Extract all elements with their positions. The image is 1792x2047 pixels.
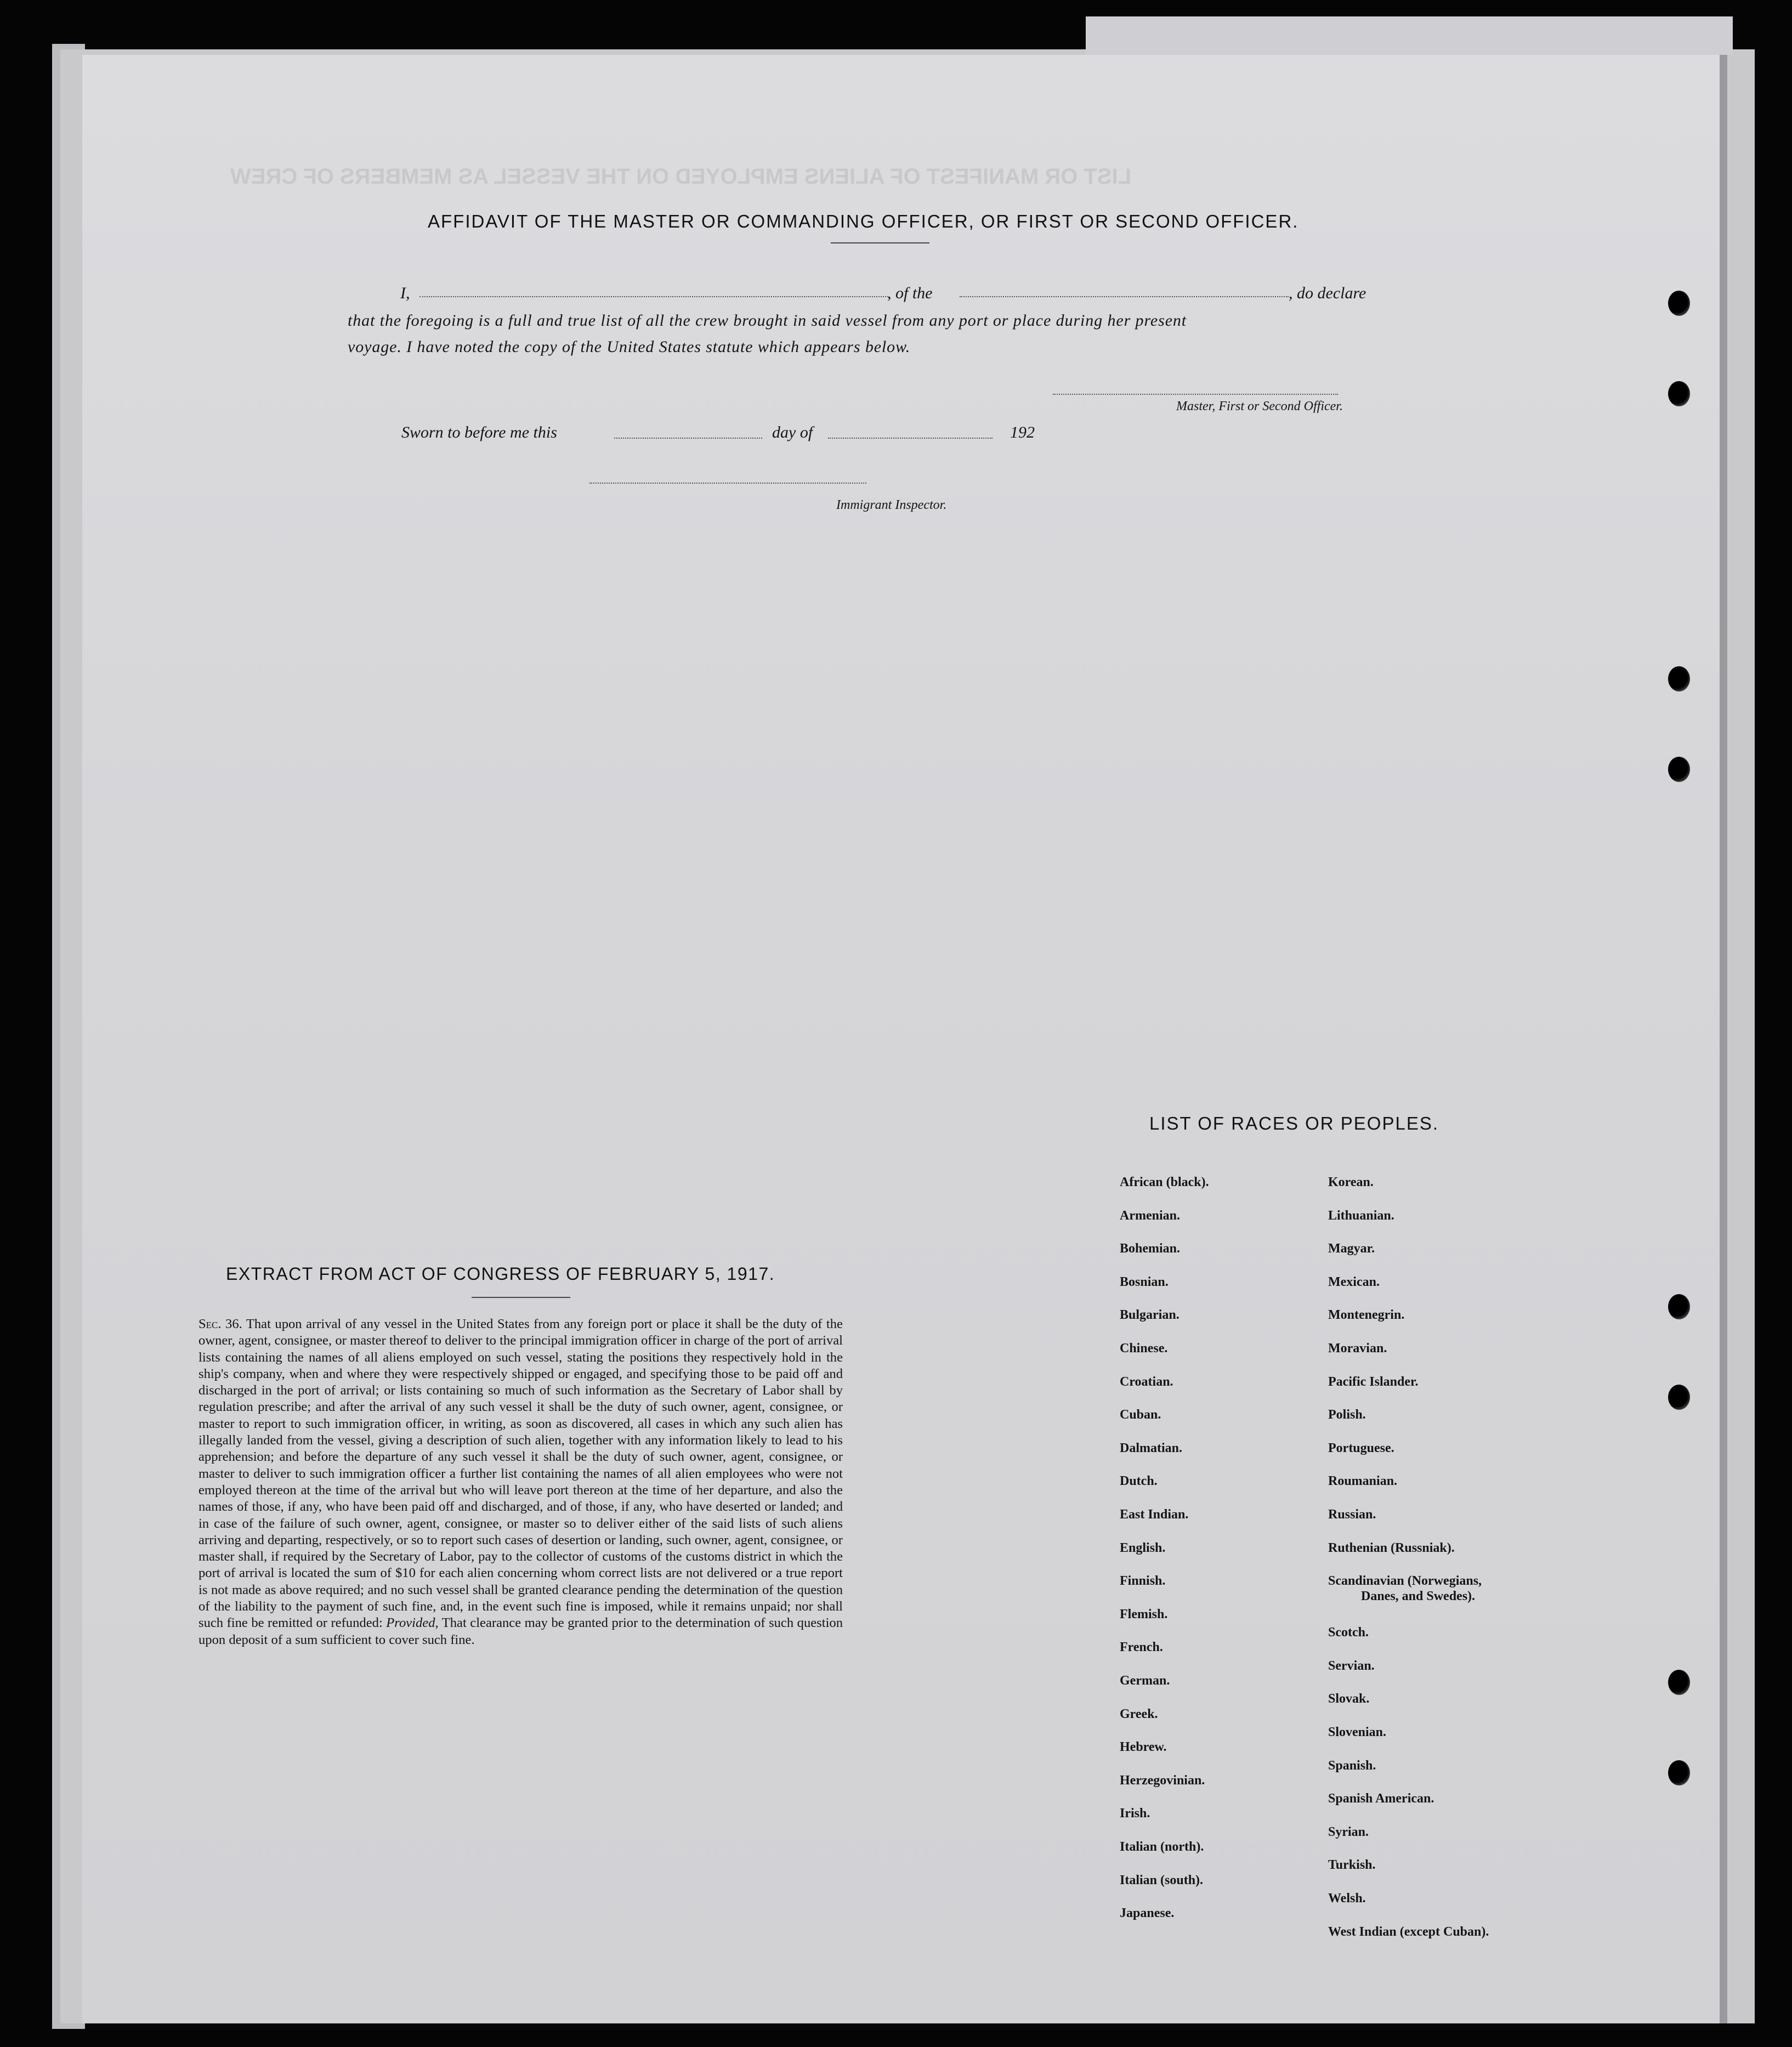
binder-hole <box>1668 381 1690 406</box>
race-item: Pacific Islander. <box>1328 1374 1419 1389</box>
binder-hole <box>1668 757 1690 782</box>
race-item: Cuban. <box>1120 1408 1161 1422</box>
race-item: Greek. <box>1120 1706 1158 1721</box>
race-item: Spanish American. <box>1328 1791 1434 1806</box>
race-item: Danes, and Swedes). <box>1361 1589 1476 1604</box>
extract-provided-label: Provided, <box>386 1615 439 1631</box>
binder-hole <box>1668 1385 1690 1410</box>
race-item: West Indian (except Cuban). <box>1328 1924 1489 1939</box>
master-signature-line <box>1053 394 1338 395</box>
race-item: Italian (north). <box>1120 1840 1204 1854</box>
race-item: German. <box>1120 1674 1170 1688</box>
race-item: Hebrew. <box>1120 1740 1167 1755</box>
race-item: Moravian. <box>1328 1341 1387 1356</box>
race-item: Ruthenian (Russniak). <box>1328 1540 1455 1555</box>
race-item: Bosnian. <box>1120 1274 1169 1289</box>
race-item: Croatian. <box>1120 1374 1173 1389</box>
affidavit-title: AFFIDAVIT OF THE MASTER OR COMMANDING OFFICER, OR FIRST OR SECOND OFFICER. <box>428 211 1299 231</box>
race-item: Dalmatian. <box>1120 1441 1182 1455</box>
race-item: Korean. <box>1328 1175 1374 1189</box>
inspector-label: Immigrant Inspector. <box>836 498 947 512</box>
affidavit-line-2: that the foregoing is a full and true list of all the crew brought in said vessel from any port or place during her present <box>348 311 1187 330</box>
race-item: African (black). <box>1120 1175 1209 1189</box>
bleed-through-title: LIST OR MANIFEST OF ALIENS EMPLOYED ON THE VESSEL AS MEMBERS OF CREW <box>230 165 1132 189</box>
race-item: Bulgarian. <box>1120 1308 1179 1323</box>
extract-body-part2: That clearance may be granted prior to the determination of such question upon deposit of a sum sufficient to cover such fine. <box>199 1615 843 1647</box>
race-item: Welsh. <box>1328 1891 1366 1906</box>
extract-body <box>199 1316 843 1648</box>
race-item: Servian. <box>1328 1658 1375 1673</box>
race-item: Roumanian. <box>1328 1474 1398 1489</box>
race-item: Italian (south). <box>1120 1873 1204 1887</box>
race-item: Spanish. <box>1328 1758 1376 1773</box>
race-item: East Indian. <box>1120 1507 1189 1522</box>
binder-hole <box>1668 291 1690 316</box>
extract-title-rule <box>472 1297 570 1298</box>
race-item: Armenian. <box>1120 1208 1180 1223</box>
master-signature-label: Master, First or Second Officer. <box>1176 399 1343 413</box>
inspector-signature-line <box>589 483 866 484</box>
race-item: Slovenian. <box>1328 1725 1387 1739</box>
affidavit-i-label: I, <box>400 284 410 302</box>
race-item: Portuguese. <box>1328 1441 1394 1455</box>
affidavit-line-3: voyage. I have noted the copy of the United States statute which appears below. <box>348 338 911 356</box>
document-page <box>82 55 1727 2023</box>
race-item: English. <box>1120 1540 1166 1555</box>
race-item: Scandinavian (Norwegians, <box>1328 1574 1482 1589</box>
sworn-month-line <box>828 438 993 439</box>
race-item: Mexican. <box>1328 1274 1380 1289</box>
page-edge-top <box>1086 16 1733 55</box>
day-of-label: day of <box>772 423 813 441</box>
race-item: Slovak. <box>1328 1692 1370 1706</box>
binder-hole <box>1668 1670 1690 1695</box>
race-item: Lithuanian. <box>1328 1208 1394 1223</box>
vessel-name-line <box>960 296 1289 297</box>
race-item: Turkish. <box>1328 1858 1376 1873</box>
affidavit-of-the-label: , of the <box>887 284 933 302</box>
extract-section-label: Sec. 36. <box>199 1317 242 1331</box>
binder-hole <box>1668 1760 1690 1785</box>
races-title: LIST OF RACES OR PEOPLES. <box>1149 1113 1439 1133</box>
race-item: Polish. <box>1328 1408 1366 1422</box>
sworn-label: Sworn to before me this <box>401 423 557 441</box>
binder-hole <box>1668 666 1690 691</box>
race-item: Flemish. <box>1120 1607 1168 1621</box>
race-item: Finnish. <box>1120 1574 1166 1589</box>
affidavit-title-rule <box>831 242 929 243</box>
race-item: Chinese. <box>1120 1341 1168 1356</box>
affidavit-do-declare-label: , do declare <box>1289 284 1366 302</box>
extract-body-part1: That upon arrival of any vessel in the United States from any foreign port or place it shall be the duty of the owner, agent, consignee, or master thereof to deliver to the principal immigration officer in charge of the port of arrival lists containing the names of all aliens employed on such vessel, stating the positions they respectively hold in the ship's company, when and where they were respectively shipped or engaged, and specifying those to be paid off and discharged in the port of arrival; or lists containing so much of such information as the Secretary of Labor shall by regulation prescribe; and after the arrival of any such vessel it shall be the duty of such owner, agent, consignee, or master to report to such immigration officer, in writing, as soon as discovered, all cases in which any such alien has illegally landed from the vessel, giving a description of such alien, together with any information likely to lead to his apprehension; and before the departure of any such vessel it shall be the duty of such owner, agent, consignee, or master to deliver to such immigration officer a further list containing the names of all alien employees who were not employed thereon at the time of the arrival but who will leave port thereon at the time of her departure, and also the names of those, if any, who have been paid off and discharged, and of those, if any, who have deserted or landed; and in case of the failure of such owner, agent, consignee, or master so to deliver either of the said lists of such aliens arriving and departing, respectively, or so to report such cases of desertion or landing, such owner, agent, consignee, or master shall, if required by the Secretary of Labor, pay to the collector of customs of the customs district in which the port of arrival is located the sum of $10 for each alien concerning whom correct lists are not delivered or a true report is not made as above required; and no such vessel shall be granted clearance pending the determination of the question of the liability to the payment of such fine, and, in the event such fine is imposed, while it remains unpaid; nor shall such fine be remitted or refunded: <box>199 1317 843 1631</box>
year-label: 192 <box>1010 423 1035 441</box>
extract-title: EXTRACT FROM ACT OF CONGRESS OF FEBRUARY 5, 1917. <box>226 1264 775 1284</box>
race-item: Irish. <box>1120 1806 1150 1821</box>
race-item: Herzegovinian. <box>1120 1773 1205 1788</box>
race-item: Dutch. <box>1120 1474 1158 1489</box>
binder-hole <box>1668 1294 1690 1319</box>
race-item: French. <box>1120 1640 1163 1655</box>
race-item: Montenegrin. <box>1328 1308 1405 1323</box>
sworn-day-line <box>614 438 762 439</box>
race-item: Bohemian. <box>1120 1241 1181 1256</box>
race-item: Russian. <box>1328 1507 1376 1522</box>
race-item: Syrian. <box>1328 1824 1369 1839</box>
race-item: Scotch. <box>1328 1625 1369 1640</box>
master-name-line <box>419 296 888 297</box>
race-item: Japanese. <box>1120 1906 1175 1921</box>
race-item: Magyar. <box>1328 1241 1375 1256</box>
